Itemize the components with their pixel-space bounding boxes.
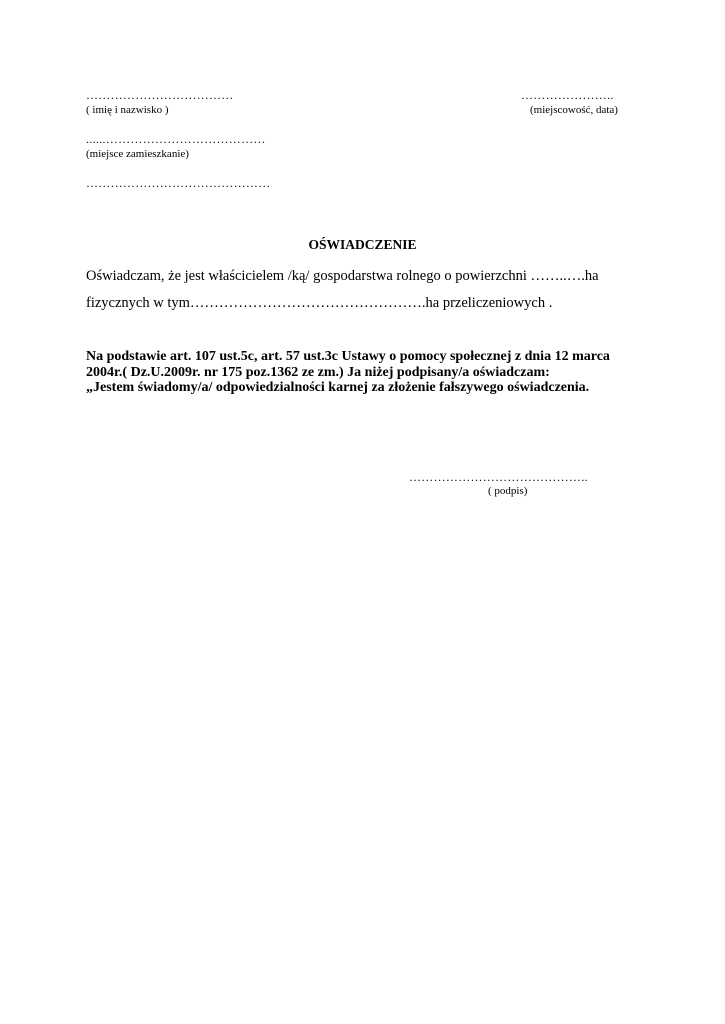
residence-dotted-line: ......…………………………………	[86, 132, 266, 146]
signature-dotted-line: ……………………………………..	[409, 470, 588, 484]
place-date-label: (miejscowość, data)	[530, 104, 618, 116]
legal-line-1: Na podstawie art. 107 ust.5c, art. 57 ust.3c Ustawy o pomocy społecznej z dnia 12 marca	[86, 349, 610, 364]
declaration-line-2: fizycznych w tym………………………………………….ha przeliczeniowych .	[86, 295, 553, 311]
name-label: ( imię i nazwisko )	[86, 104, 169, 116]
legal-line-2: 2004r.( Dz.U.2009r. nr 175 poz.1362 ze zm.) Ja niżej podpisany/a oświadczam:	[86, 364, 550, 380]
signature-label: ( podpis)	[488, 485, 528, 497]
residence-label: (miejsce zamieszkanie)	[86, 148, 189, 160]
name-dotted-line: ………………………………	[86, 88, 234, 102]
residence-dotted-line-2: ………………………………………	[86, 176, 271, 190]
legal-line-3: „Jestem świadomy/a/ odpowiedzialności karnej za złożenie fałszywego oświadczenia.	[86, 380, 590, 395]
place-date-dotted-line: …………………..	[521, 88, 614, 102]
document-title: OŚWIADCZENIE	[308, 237, 417, 252]
declaration-line-1: Oświadczam, że jest właścicielem /ką/ gospodarstwa rolnego o powierzchni ……..….ha	[86, 268, 599, 284]
legal-paragraph	[86, 349, 646, 396]
